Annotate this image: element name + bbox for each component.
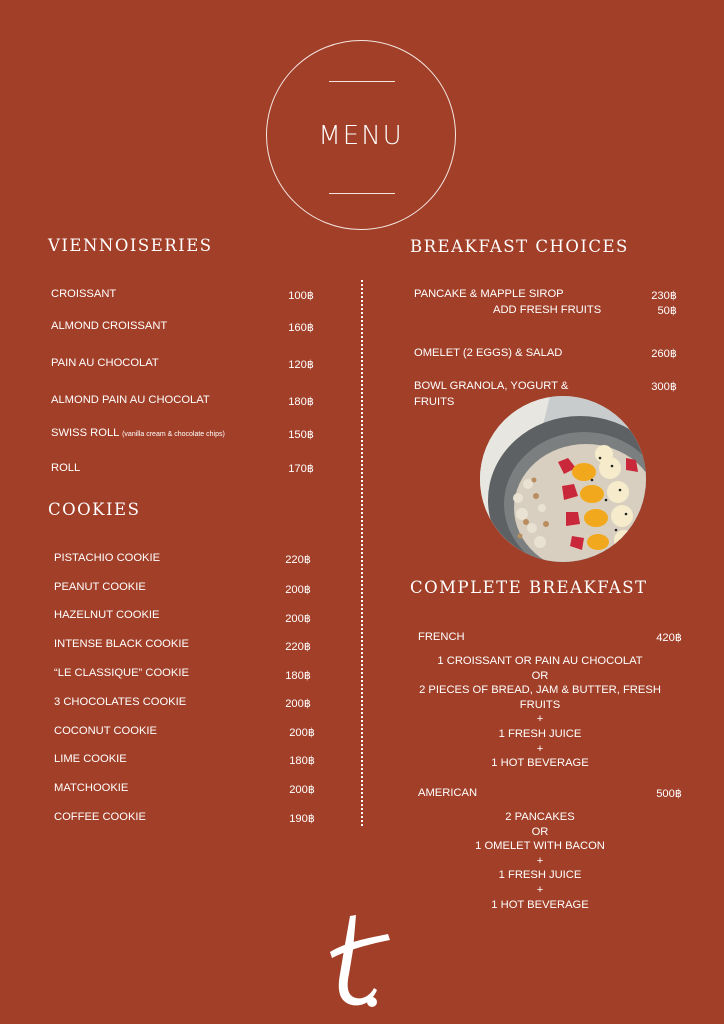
american-breakfast-details — [410, 810, 670, 912]
detail-line: OR — [531, 669, 549, 682]
menu-item-name-continued: FRUITS — [414, 396, 455, 408]
menu-item-name: FRENCH — [418, 631, 465, 643]
menu-item-name: SWISS ROLL — [51, 427, 119, 439]
menu-item-name: ALMOND CROISSANT — [51, 320, 168, 332]
menu-item-name: PEANUT COOKIE — [54, 581, 146, 593]
menu-item-price: 220฿ — [285, 641, 311, 653]
menu-item-price: 180฿ — [285, 670, 311, 682]
menu-title: MENU — [318, 121, 404, 151]
menu-item-name: COCONUT COOKIE — [54, 725, 157, 737]
brand-logo — [316, 912, 400, 1010]
menu-item-price: 200฿ — [289, 727, 315, 739]
menu-item-name: ALMOND PAIN AU CHOCOLAT — [51, 394, 210, 406]
detail-line: 1 CROISSANT OR PAIN AU CHOCOLAT — [437, 655, 643, 667]
detail-line: + — [536, 854, 544, 867]
menu-item-name: OMELET (2 EGGS) & SALAD — [414, 347, 563, 359]
menu-item-price: 180฿ — [289, 755, 315, 767]
detail-line: + — [536, 742, 544, 755]
menu-item-price: 160฿ — [288, 322, 314, 334]
detail-line: + — [536, 713, 544, 726]
menu-item-name: LIME COOKIE — [54, 753, 127, 765]
viennoiseries-heading: VIENNOISERIES — [48, 236, 213, 255]
detail-line: 2 PANCAKES — [505, 811, 575, 823]
french-breakfast-details — [410, 654, 670, 771]
menu-item-name: ROLL — [51, 462, 81, 474]
menu-item-name: COFFEE COOKIE — [54, 811, 146, 823]
menu-item-price: 180฿ — [288, 396, 314, 408]
menu-item-note: (vanilla cream & chocolate chips) — [122, 431, 225, 438]
detail-line: FRUITS — [519, 698, 561, 711]
menu-item-price: 200฿ — [285, 584, 311, 596]
granola-bowl-photo — [480, 396, 646, 562]
menu-seal — [266, 40, 456, 230]
menu-item-price: 120฿ — [288, 359, 314, 371]
detail-line: 1 FRESH JUICE — [498, 869, 582, 882]
granola-bowl-illustration — [480, 396, 646, 562]
detail-line: 1 OMELET WITH BACON — [475, 840, 605, 853]
menu-item-price: 500฿ — [656, 788, 682, 800]
menu-item-swiss-roll — [51, 427, 225, 439]
menu-item-name: PANCAKE & MAPPLE SIROP — [414, 288, 564, 300]
detail-line: 2 PIECES OF BREAD, JAM & BUTTER, FRESH — [419, 684, 661, 697]
detail-line: 1 FRESH JUICE — [498, 727, 582, 740]
menu-item-name: HAZELNUT COOKIE — [54, 609, 160, 621]
menu-item-price: 220฿ — [285, 554, 311, 566]
column-divider — [361, 280, 363, 826]
detail-line: + — [536, 883, 544, 896]
menu-item-price: 200฿ — [285, 613, 311, 625]
breakfast-choices-heading: BREAKFAST CHOICES — [410, 237, 629, 256]
menu-item-price: 200฿ — [285, 698, 311, 710]
menu-item-price: 190฿ — [289, 813, 315, 825]
menu-item-name: PAIN AU CHOCOLAT — [51, 357, 159, 369]
menu-item-name: INTENSE BLACK COOKIE — [54, 638, 189, 650]
complete-breakfast-heading: COMPLETE BREAKFAST — [410, 578, 648, 597]
menu-item-name: MATCHOOKIE — [54, 782, 129, 794]
seal-top-rule — [329, 81, 395, 82]
menu-item-price: 260฿ — [651, 348, 677, 360]
menu-item-price: 170฿ — [288, 463, 314, 475]
detail-line: 1 HOT BEVERAGE — [491, 757, 589, 770]
menu-item-name: BOWL GRANOLA, YOGURT & — [414, 380, 569, 392]
menu-item-price: 420฿ — [656, 632, 682, 644]
menu-item-price: 100฿ — [288, 290, 314, 302]
menu-item-name: PISTACHIO COOKIE — [54, 552, 161, 564]
menu-item-extra-price: 50฿ — [657, 305, 677, 317]
menu-item-price: 200฿ — [289, 784, 315, 796]
menu-item-name: AMERICAN — [418, 787, 478, 799]
seal-bottom-rule — [329, 193, 395, 194]
detail-line: OR — [531, 825, 549, 838]
cookies-heading: COOKIES — [48, 500, 141, 519]
menu-item-name: 3 CHOCOLATES COOKIE — [54, 696, 187, 708]
menu-item-price: 150฿ — [288, 429, 314, 441]
brand-logo-mark — [316, 912, 400, 1010]
menu-item-name: CROISSANT — [51, 288, 117, 300]
menu-item-price: 230฿ — [651, 290, 677, 302]
menu-item-extra: ADD FRESH FRUITS — [493, 304, 602, 316]
menu-item-name: “LE CLASSIQUE” COOKIE — [54, 667, 189, 679]
detail-line: 1 HOT BEVERAGE — [491, 898, 589, 911]
menu-item-price: 300฿ — [651, 381, 677, 393]
